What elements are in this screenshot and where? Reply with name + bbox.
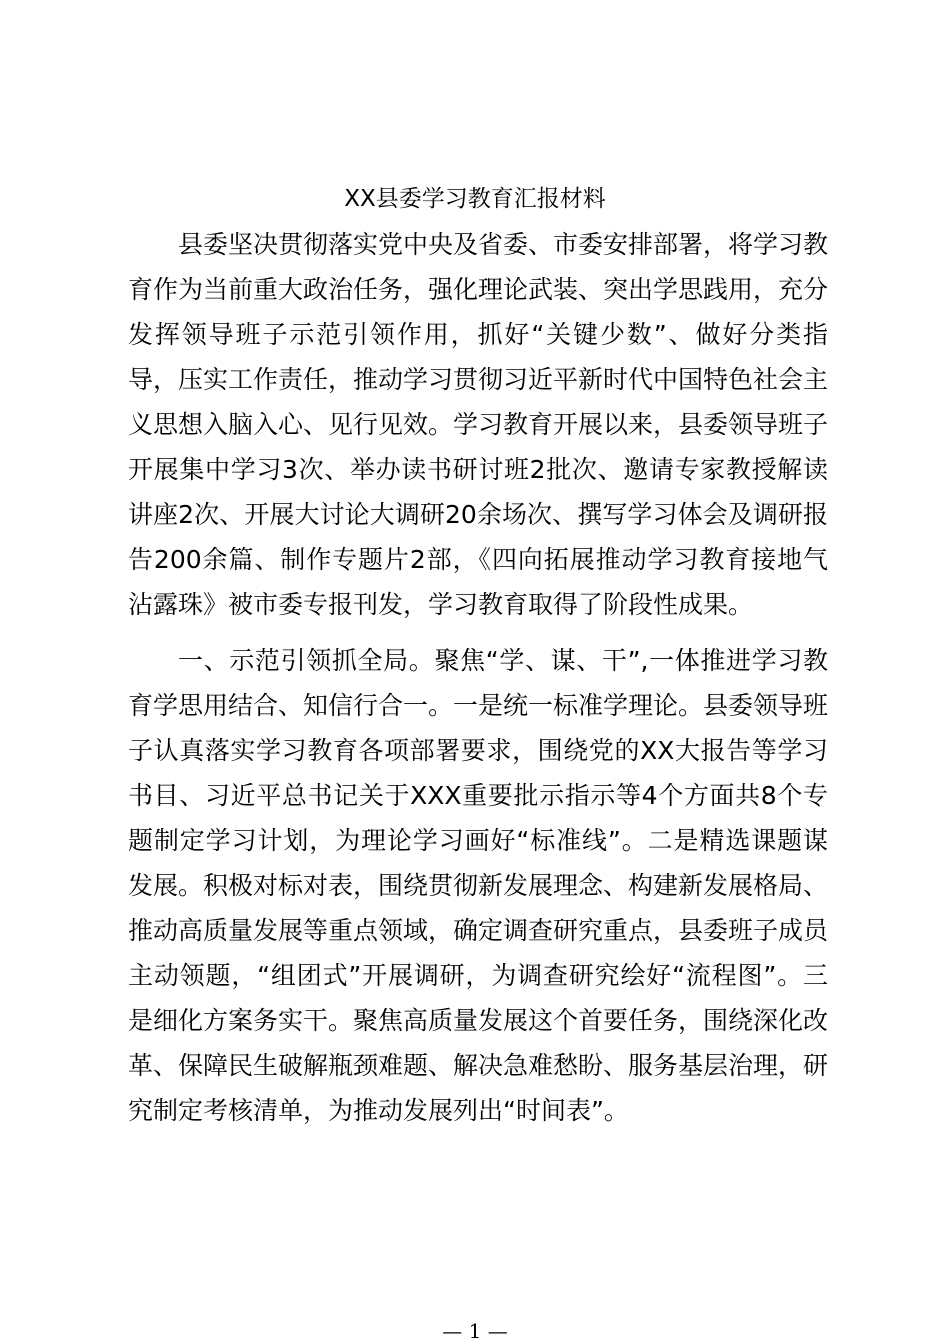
page-number: — 1 —	[442, 1319, 508, 1343]
paragraph-intro: 县委坚决贯彻落实党中央及省委、市委安排部署，将学习教育作为当前重大政治任务，强化理论武装、突出学思践用，充分发挥领导班子示范引领作用，抓好“关键少数”、做好分类指导，压实工作责任，推动学习贯彻习近平新时代中国特色社会主义思想入脑入心、见行见效。学习教育开展以来，县委领导班子开展集中学习3次、举办读书研讨班2批次、邀请专家教授解读讲座2次、开展大讨论大调研20余场次、撰写学习体会及调研报告200余篇、制作专题片2部，《四向拓展推动学习教育接地气沾露珠》被市委专报刊发，学习教育取得了阶段性成果。	[128, 230, 829, 619]
document-title: XX县委学习教育汇报材料	[344, 186, 606, 212]
paragraph-section-one: 一、示范引领抓全局。聚焦“学、谋、干”,一体推进学习教育学思用结合、知信行合一。一是统一标准学理论。县委领导班子认真落实学习教育各项部署要求，围绕党的XX大报告等学习书目、习近平总书记关于XXX重要批示指示等4个方面共8个专题制定学习计划，为理论学习画好“标准线”。二是精选课题谋发展。积极对标对表，围绕贯彻新发展理念、构建新发展格局、推动高质量发展等重点领域，确定调查研究重点，县委班子成员主动领题，“组团式”开展调研，为调查研究绘好“流程图”。三是细化方案务实干。聚焦高质量发展这个首要任务，围绕深化改革、保障民生破解瓶颈难题、解决急难愁盼、服务基层治理，研究制定考核清单，为推动发展列出“时间表”。	[128, 646, 829, 1125]
document-body	[128, 222, 828, 1133]
